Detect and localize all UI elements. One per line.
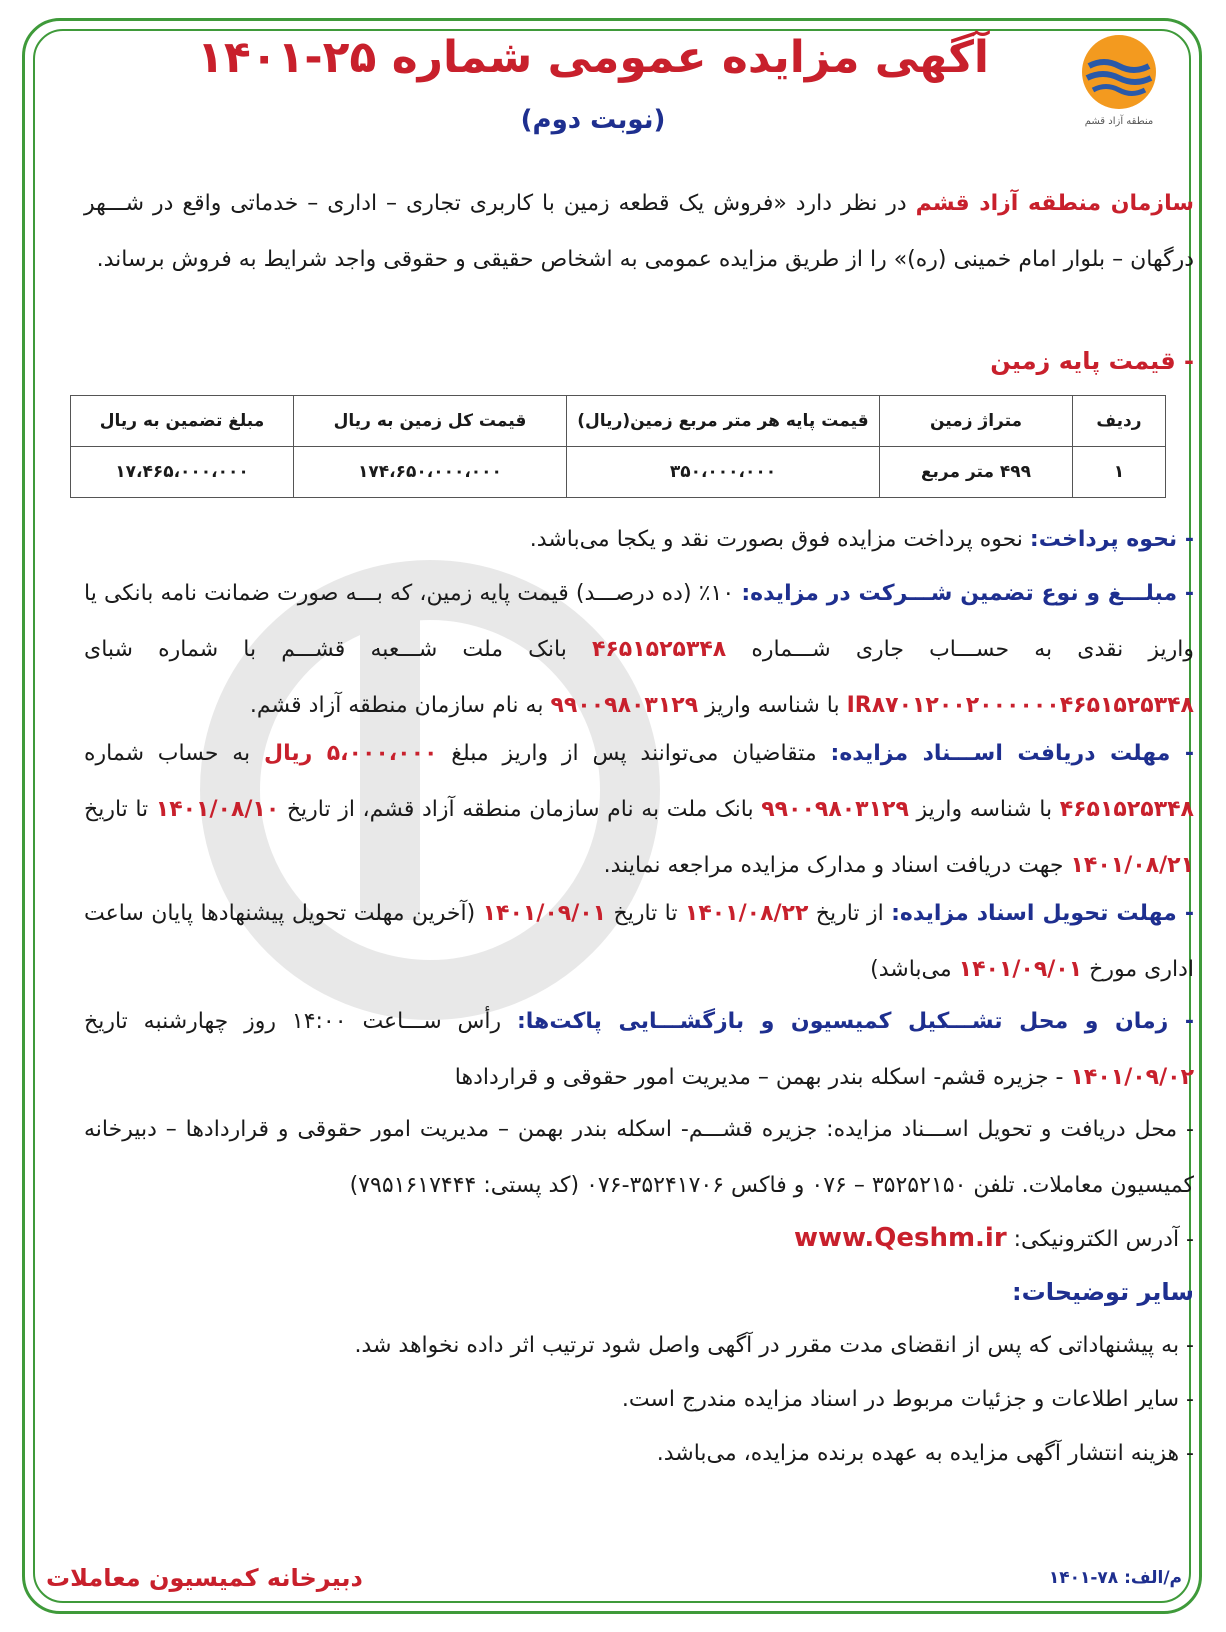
docs-receive-text: جهت دریافت اسناد و مدارک مزایده مراجعه نمایند. [603, 853, 1071, 878]
list-item: - به پیشنهاداتی که پس از انقضای مدت مقرر در آگهی واصل شود ترتیب اثر داده نخواهد شد. [354, 1333, 1194, 1358]
website-line [84, 1210, 1194, 1268]
docs-deliver-text: تا تاریخ [606, 901, 685, 926]
docs-deliver-text: از تاریخ [808, 901, 892, 926]
guarantee-text: به نام سازمان منطقه آزاد قشم. [249, 693, 551, 718]
docs-receive-text: به حساب شماره [84, 741, 264, 766]
docs-deliver-paragraph [84, 886, 1194, 998]
date-to: ۱۴۰۱/۰۹/۰۱ [482, 901, 607, 926]
docs-deliver-label: - مهلت تحویل اسناد مزایده: [891, 901, 1194, 926]
page-title: آگهی مزایده عمومی شماره ۲۵-۱۴۰۱ [196, 32, 989, 83]
guarantee-text: با شناسه واریز [698, 693, 847, 718]
date-from: ۱۴۰۱/۰۸/۲۲ [684, 901, 809, 926]
price-table [70, 395, 1166, 498]
payment-text: نحوه پرداخت مزایده فوق بصورت نقد و یکجا می‌باشد. [529, 527, 1030, 552]
account-number: ۴۶۵۱۵۲۵۳۴۸ [1059, 797, 1194, 822]
org-name: سازمان منطقه آزاد قشم [915, 191, 1194, 216]
location-paragraph: - محل دریافت و تحویل اســـناد مزایده: جزیره قشـــم- اسکله بندر بهمن – مدیریت امور حقوقی و قراردادها – دبیرخانه کمیسیون معاملات. تلفن ۳۵۲۵۲۱۵۰ – ۰۷۶ و فاکس ۳۵۲۴۱۷۰۶-۰۷۶ (کد پستی: ۷۹۵۱۶۱۷۴۴۴) [84, 1117, 1194, 1198]
commission-text: - جزیره قشم- اسکله بندر بهمن – مدیریت امور حقوقی و قراردادها [454, 1065, 1071, 1090]
guarantee-label: - مبلـــغ و نوع تضمین شـــرکت در مزایده: [741, 581, 1195, 606]
date-to: ۱۴۰۱/۰۸/۲۱ [1070, 853, 1194, 878]
commission-label: - زمان و محل تشـــکیل کمیسیون و بازگشـــایی پاکت‌ها: [517, 1009, 1194, 1034]
table-header-row [71, 396, 1166, 447]
table-header-cell: مبلغ تضمین به ریال [71, 396, 294, 447]
website-label: - آدرس الکترونیکی: [1006, 1227, 1194, 1252]
table-cell: ۳۵۰،۰۰۰،۰۰۰ [567, 447, 880, 498]
docs-deliver-text: (آخرین مهلت تحویل پیشنهادها پایان ساعت اداری مورخ [84, 901, 1194, 982]
docs-deliver-text: می‌باشد) [870, 957, 959, 982]
table-header-cell: متراژ زمین [880, 396, 1073, 447]
ad-code: م/الف: ۷۸-۱۴۰۱ [1048, 1568, 1182, 1588]
date-from: ۱۴۰۱/۰۸/۱۰ [155, 797, 280, 822]
table-header-cell: قیمت پایه هر متر مربع زمین(ریال) [567, 396, 880, 447]
docs-receive-paragraph [84, 726, 1194, 894]
table-row [71, 447, 1166, 498]
logo-caption: منطقه آزاد قشم [1084, 116, 1154, 127]
docs-receive-text: متقاضیان می‌توانند پس از واریز مبلغ [437, 741, 831, 766]
commission-paragraph [84, 994, 1194, 1106]
list-item: - سایر اطلاعات و جزئیات مربوط در اسناد مزایده مندرج است. [621, 1387, 1194, 1412]
list-item: - هزینه انتشار آگهی مزایده به عهده برنده مزایده، می‌باشد. [656, 1441, 1194, 1466]
date-last: ۱۴۰۱/۰۹/۰۱ [958, 957, 1083, 982]
qeshm-logo [1074, 32, 1164, 142]
guarantee-paragraph [84, 566, 1194, 734]
table-cell: ۱۷،۴۶۵،۰۰۰،۰۰۰ [71, 447, 294, 498]
guarantee-text: ۱۰٪ (ده درصـــد) قیمت پایه زمین، که بـــه صورت ضمانت نامه بانکی یا واریز نقدی به حســـاب جاری شـــماره [84, 581, 1195, 662]
table-header-cell: قیمت کل زمین به ریال [294, 396, 567, 447]
table-cell: ۱۷۴،۶۵۰،۰۰۰،۰۰۰ [294, 447, 567, 498]
signature: دبیرخانه کمیسیون معاملات [46, 1564, 363, 1592]
fee-amount: ۵،۰۰۰،۰۰۰ ریال [263, 741, 438, 766]
deposit-id: ۹۹۰۰۹۸۰۳۱۲۹ [761, 797, 909, 822]
qeshm-logo-icon [1079, 32, 1159, 112]
payment-label: - نحوه پرداخت: [1029, 527, 1194, 552]
commission-date: ۱۴۰۱/۰۹/۰۲ [1070, 1065, 1194, 1090]
payment-paragraph [84, 512, 1194, 568]
notes-heading: سایر توضیحات: [1012, 1278, 1194, 1306]
website-link[interactable]: www.Qeshm.ir [793, 1223, 1007, 1253]
sheba-number: IR۸۷۰۱۲۰۰۲۰۰۰۰۰۰۴۶۵۱۵۲۵۳۴۸ [846, 693, 1194, 718]
table-cell: ۱ [1073, 447, 1166, 498]
page-subtitle: (نوبت دوم) [520, 105, 666, 135]
table-cell: ۴۹۹ متر مربع [880, 447, 1073, 498]
deposit-id: ۹۹۰۰۹۸۰۳۱۲۹ [550, 693, 699, 718]
intro-text: در نظر دارد «فروش یک قطعه زمین با کاربری تجاری – اداری – خدماتی واقع در شـــهر درگهان – بلوار امام خمینی (ره)» را از طریق مزایده عمومی به اشخاص حقیقی و حقوقی واجد شرایط به فروش برساند. [84, 191, 1194, 272]
docs-receive-text: بانک ملت به نام سازمان منطقه آزاد قشم، از تاریخ [279, 797, 762, 822]
docs-receive-text: با شناسه واریز [908, 797, 1060, 822]
intro-paragraph [84, 176, 1194, 288]
table-header-cell: ردیف [1073, 396, 1166, 447]
commission-text: رأس ســـاعت ۱۴:۰۰ روز چهارشنبه تاریخ [84, 1009, 517, 1034]
docs-receive-text: تا تاریخ [84, 797, 156, 822]
docs-receive-label: - مهلت دریافت اســـناد مزایده: [830, 741, 1194, 766]
guarantee-text: بانک ملت شـــعبه قشـــم با شماره شبای [84, 637, 592, 662]
account-number: ۴۶۵۱۵۲۵۳۴۸ [591, 637, 727, 662]
price-heading: - قیمت پایه زمین [990, 347, 1194, 375]
